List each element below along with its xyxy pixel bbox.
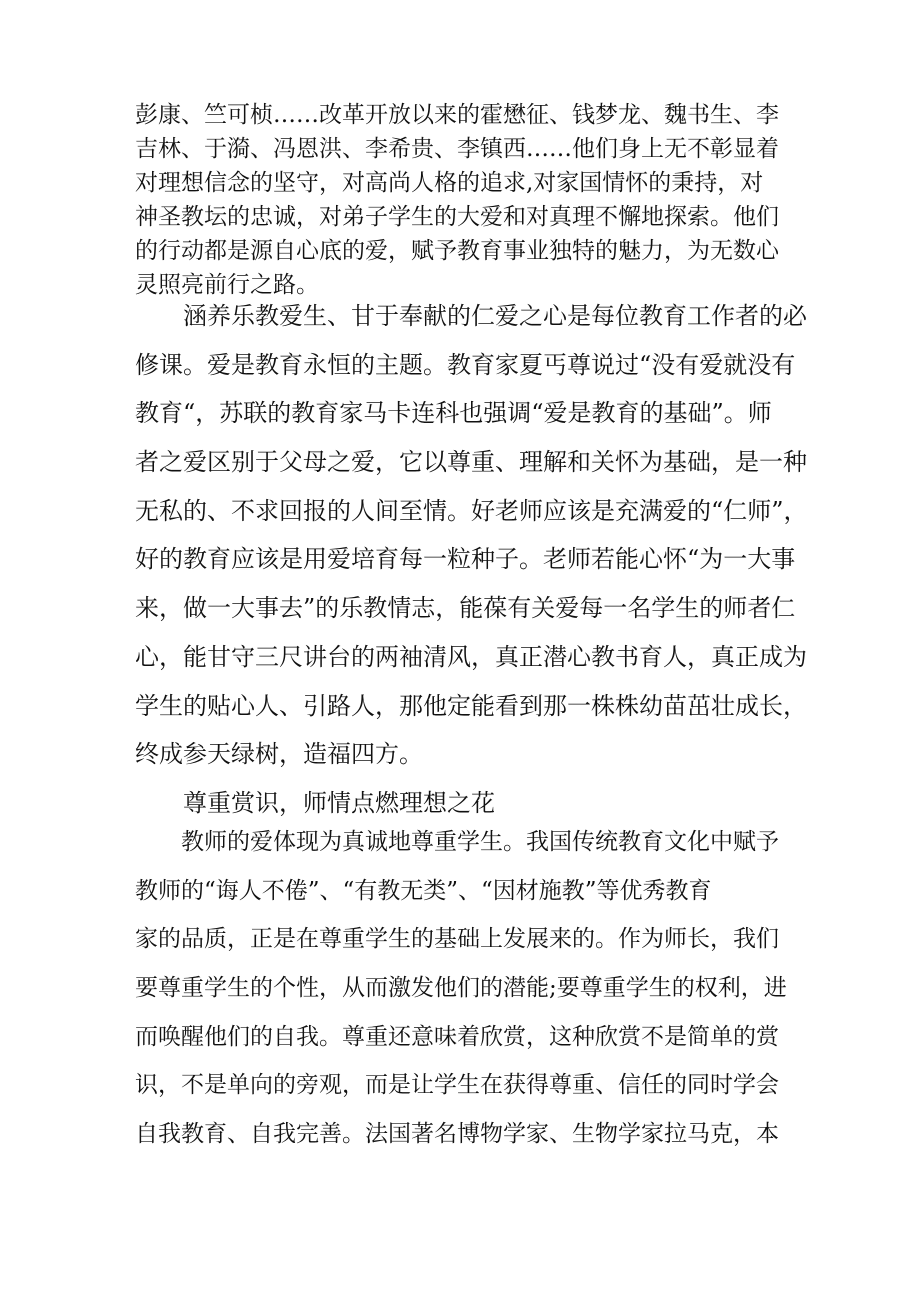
text-line: 灵照亮前行之路。 <box>135 272 319 298</box>
paragraph-1 <box>135 98 795 302</box>
text-line: 的行动都是源自心底的爱，赋予教育事业独特的魅力，为无数心 <box>135 238 779 264</box>
text-line: 修课。爱是教育永恒的主题。教育家夏丐尊说过“没有爱就没有 <box>135 350 796 379</box>
section-heading: 尊重赏识，师情点燃理想之花 <box>135 788 495 817</box>
text-line: 学生的贴心人、引路人，那他定能看到那一株株幼苗茁壮成长， <box>135 691 807 720</box>
text-line: 无私的、不求回报的人间至情。好老师应该是充满爱的“仁师”， <box>135 496 808 525</box>
text-line: 家的品质，正是在尊重学生的基础上发展来的。作为师长，我们 <box>135 926 779 953</box>
paragraph-2 <box>135 292 808 828</box>
text-line: 而唤醒他们的自我。尊重还意味着欣赏，这种欣赏不是简单的赏 <box>135 1023 779 1050</box>
text-line: 对理想信念的坚守，对高尚人格的追求,对家国情怀的秉持，对 <box>135 170 764 196</box>
text-line: 吉林、于漪、冯恩洪、李希贵、李镇西……他们身上无不彰显着 <box>135 136 779 162</box>
paragraph-3 <box>135 818 795 1159</box>
text-line: 识，不是单向的旁观，而是让学生在获得尊重、信任的同时学会 <box>135 1072 779 1099</box>
text-line: 教师的“诲人不倦”、“有教无类”、“因材施教”等优秀教育 <box>135 877 712 904</box>
text-line: 神圣教坛的忠诚，对弟子学生的大爱和对真理不懈地探索。他们 <box>135 204 779 230</box>
text-line: 要尊重学生的个性，从而激发他们的潜能;要尊重学生的权利，进 <box>135 975 787 1002</box>
text-line: 自我教育、自我完善。法国著名博物学家、生物学家拉马克，本 <box>135 1121 779 1148</box>
text-line: 者之爱区别于父母之爱，它以尊重、理解和关怀为基础，是一种 <box>135 448 807 477</box>
text-line: 心，能甘守三尺讲台的两袖清风，真正潜心教书育人，真正成为 <box>135 642 807 671</box>
text-line: 彭康、竺可桢……改革开放以来的霍懋征、钱梦龙、魏书生、李 <box>135 102 779 128</box>
text-line: 好的教育应该是用爱培育每一粒种子。老师若能心怀“为一大事 <box>135 545 796 574</box>
text-line: 教育“，苏联的教育家马卡连科也强调“爱是教育的基础”。师 <box>135 399 772 428</box>
text-line: 涵养乐教爱生、甘于奉献的仁爱之心是每位教育工作者的必 <box>135 302 807 330</box>
text-line: 来，做一大事去”的乐教情志，能葆有关爱每一名学生的师者仁 <box>135 594 796 623</box>
text-line: 终成参天绿树，造福四方。 <box>135 740 423 769</box>
text-line: 教师的爱体现为真诚地尊重学生。我国传统教育文化中赋予 <box>135 829 779 855</box>
